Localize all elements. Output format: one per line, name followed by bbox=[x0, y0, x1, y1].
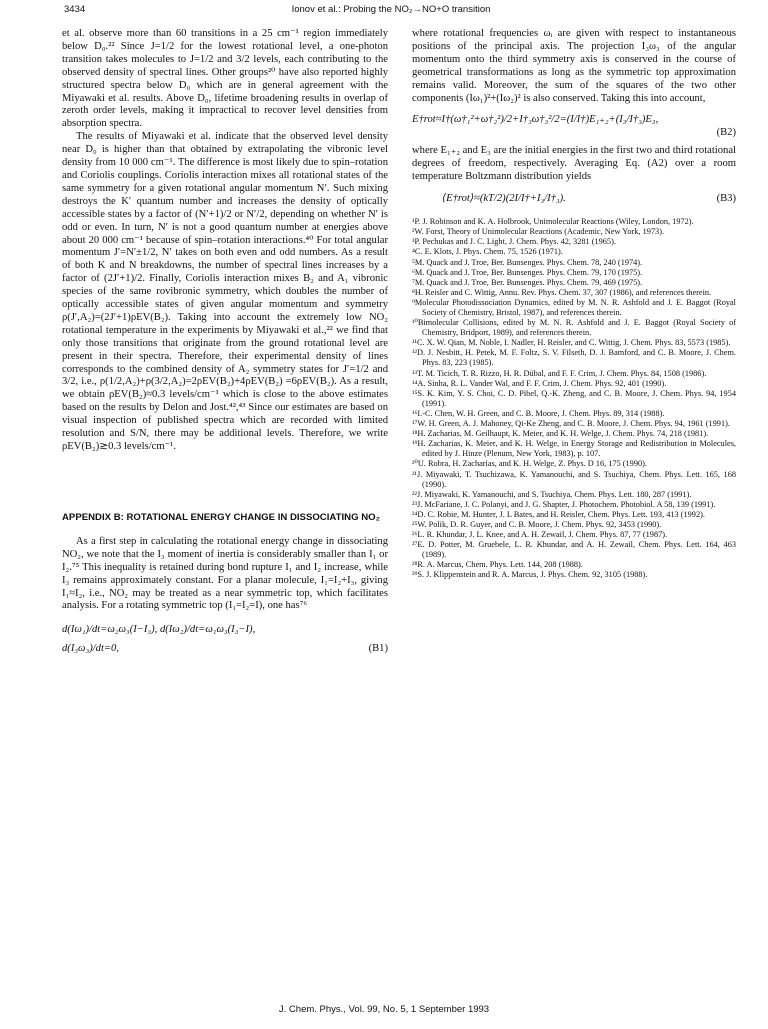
reference-item: ¹⁹H. Zacharias, K. Meier, and K. H. Welge, in Energy Storage and Redistribution in Molecules, edited by J. Hinze (Plenum, New York, 1983), p. 107. bbox=[412, 439, 736, 459]
reference-item: ²⁹S. J. Klippenstein and R. A. Marcus, J. Phys. Chem. 92, 3105 (1988). bbox=[412, 570, 648, 580]
reference-item: ¹P. J. Robinson and K. A. Holbrook, Unimolecular Reactions (Wiley, London, 1972). bbox=[412, 217, 694, 227]
equation-b3 bbox=[412, 192, 736, 205]
page-footer: J. Chem. Phys., Vol. 99, No. 5, 1 September 1993 bbox=[278, 1004, 490, 1015]
reference-item: ¹⁰Bimolecular Collisions, edited by M. N. R. Ashfold and J. E. Baggot (Royal Society of Chemistry, Bridport, 1989), and references therein. bbox=[412, 318, 736, 338]
reference-item: ¹⁵S. K. Kim, Y. S. Choi, C. D. Pibel, Q.-K. Zheng, and C. B. Moore, J. Chem. Phys. 94, 1954 (1991). bbox=[412, 388, 736, 408]
reference-item: ²⁷E. D. Potter, M. Gruebele, L. R. Khundar, and A. H. Zewail, Chem. Phys. Lett. 164, 463 (1989). bbox=[412, 540, 736, 560]
paragraph: where rotational frequencies ωᵢ are given with respect to instantaneous positions of the principal axis. The projection I₃ω₃ of the angular momentum onto the third symmetry axis is conserved in the course of geometrical transformations as long as the symmetric top approximation remains valid. Moreover, the sum of the squares of the two other components (Iω₁)²+(Iω₂)² is also conserved. Taking this into account, bbox=[412, 28, 736, 104]
equation-b1-line2: d(I₃ω₃)/dt=0, bbox=[62, 643, 120, 655]
appendix-heading: APPENDIX B: ROTATIONAL ENERGY CHANGE IN DISSOCIATING NO₂ bbox=[62, 511, 380, 523]
equation-number: (B1) bbox=[368, 643, 388, 655]
reference-item: ²W. Forst, Theory of Unimolecular Reactions (Academic, New York, 1973). bbox=[412, 227, 665, 237]
equation-number: (B3) bbox=[716, 193, 736, 205]
reference-item: ⁹Molecular Photodissociation Dynamics, edited by M. N. R. Ashfold and J. E. Baggot (Royal Society of Chemistry, Bristol, 1987), and references therein. bbox=[412, 297, 736, 317]
reference-item: ¹²D. J. Nesbitt, H. Petek, M. F. Foltz, S. V. Filseth, D. J. Bamford, and C. B. Moore, J. Chem. Phys. 83, 223 (1985). bbox=[412, 348, 736, 368]
reference-item: ²⁵W. Polik, D. R. Guyer, and C. B. Moore, J. Chem. Phys. 92, 3453 (1990). bbox=[412, 519, 662, 529]
reference-item: ¹⁸H. Zacharias, M. Geilhaupt, K. Meier, and K. H. Welge, J. Chem. Phys. 74, 218 (1981). bbox=[412, 429, 709, 439]
reference-item: ³P. Pechukas and J. C. Light, J. Chem. Phys. 42, 3281 (1965). bbox=[412, 237, 616, 247]
page-number: 3434 bbox=[64, 4, 86, 15]
reference-list bbox=[412, 217, 736, 580]
reference-item: ²⁶L. R. Khundar, J. L. Knee, and A. H. Zewail, J. Chem. Phys. 87, 77 (1987). bbox=[412, 530, 668, 540]
equation-b2-text: E†rot≈I†(ω†₁²+ω†₂²)/2+I†₃ω†₃²/2=(I/I†)E₁₊₂+(I₃/I†₃)E₃, bbox=[412, 114, 659, 126]
reference-item: ²⁴D. C. Robie, M. Hunter, J. L Bates, and H. Reisler, Chem. Phys. Lett. 193, 413 (1992). bbox=[412, 509, 705, 519]
paragraph: The results of Miyawaki et al. indicate that the observed level density near D₀ is higher than that obtained by extrapolating the vibronic level density from 10 000 cm⁻¹. The difference is most likely due to spin–rotation and Coriolis couplings. Coriolis interaction mixes all rotational states of the same symmetry for a given rotational angular momentum N′. Such mixing destroys the K′ quantum number and increases the density of optically accessible states by a factor of (N′+1)/2 or N′/2, depending on whether N′ is odd or even. In turn, N′ is not a good quantum number at energies above about 20 000 cm⁻¹ because of spin–rotation interactions.⁴⁰ For total angular momentum J′=N′±1/2, N′ takes on both even and odd numbers. As a result of both K and N breakdowns, the number of spectral lines increases by a factor of (2J′+1)/2. Finally, Coriolis interaction mixes B₂ and A₁ vibronic species of the same rovibronic symmetry, which doubles the number of optically accessible states of given angular momentum and symmetry ρ(J′,A₂)=(2J′+1)ρEV(B₂). Taking into account the extremely low NO₂ rotational temperature in the experiments by Miyawaki et al.,²² we find that only those transitions that originate from the ground rotational level are present in their spectra. Therefore, their experimental density of lines corresponds to the combined density of A₂ symmetry states for J′=1/2 and 3/2, i.e., ρ(1/2,A₂)+ρ(3/2,A₂)=2ρEV(B₂)+4ρEV(B₂) =6ρEV(B₂). As a result, we obtain ρEV(B₂)≈0.3 levels/cm⁻¹ which is close to the above estimates based on the results by Delon and Jost.⁴²,⁴³ Since our estimates are based on visual inspection of published spectra which are recorded with limited resolution and S/N, there may be additional levels. Therefore, we write ρEV(B₂)≳0.3 levels/cm⁻¹. bbox=[62, 131, 388, 452]
reference-item: ⁴C. E. Klots, J. Phys. Chem. 75, 1526 (1971). bbox=[412, 247, 563, 257]
equation-b2 bbox=[412, 113, 736, 139]
appendix-paragraph: As a first step in calculating the rotational energy change in dissociating NO₂, we note that the I₃ moment of inertia is considerably smaller than I₁ or I₂.⁷⁵ This inequality is retained during bond rupture I₁ and I₂ increase, while I₃ remains approximately constant. For a planar molecule, I₁=I₂+I₃, giving I₁≈I₂, i.e., NO₂ may be treated as a near symmetric top, which facilitates analysis. For a rotating symmetric top (I₁=I₂=I), one has⁷⁶ bbox=[62, 535, 388, 612]
equation-b1 bbox=[62, 623, 388, 655]
equation-b3-text: ⟨E†rot⟩≈(kT/2)(2I/I†+I₃/I†₃). bbox=[442, 193, 566, 205]
reference-item: ¹⁶I.-C. Chen, W. H. Green, and C. B. Moore, J. Chem. Phys. 89, 314 (1988). bbox=[412, 408, 665, 418]
reference-item: ²²J. Miyawaki, K. Yamanouchi, and S. Tsuchiya, Chem. Phys. Lett. 180, 287 (1991). bbox=[412, 489, 692, 499]
right-column bbox=[412, 28, 736, 581]
reference-item: ⁸H. Reisler and C. Wittig, Annu. Rev. Phys. Chem. 37, 307 (1986), and references therein. bbox=[412, 287, 712, 297]
page-header bbox=[64, 4, 718, 18]
reference-item: ¹⁷W. H. Green, A. J. Mahoney, Qi-Ke Zheng, and C. B. Moore, J. Chem. Phys. 94, 1961 (1991). bbox=[412, 419, 730, 429]
reference-item: ²³J. McFariane, J. C. Polanyi, and J. G. Shapter, J. Photochem. Photobiol. A 58, 139 (1991). bbox=[412, 499, 716, 509]
reference-item: ¹⁴A. Sinha, R. L. Vander Wal, and F. F. Crim, J. Chem. Phys. 92, 401 (1990). bbox=[412, 378, 667, 388]
equation-number: (B2) bbox=[716, 127, 736, 139]
reference-item: ¹¹C. X. W. Qian, M. Noble, I. Nadler, H. Reisler, and C. Wittig, J. Chem. Phys. 83, 5573 (1985). bbox=[412, 338, 731, 348]
paragraph: where E₁₊₂ and E₃ are the initial energies in the first two and third rotational degrees of freedom, respectively. Averaging Eq. (A2) over a room temperature Boltzmann distribution yields bbox=[412, 145, 736, 183]
reference-item: ⁵M. Quack and J. Troe, Ber. Bunsenges. Phys. Chem. 78, 240 (1974). bbox=[412, 257, 643, 267]
reference-item: ²⁸R. A. Marcus, Chem. Phys. Lett. 144, 208 (1988). bbox=[412, 560, 583, 570]
reference-item: ²¹J. Miyawaki, T. Tsuchizawa, K. Yamanouchi, and S. Tsuchiya, Chem. Phys. Lett. 165, 168 (1990). bbox=[412, 469, 736, 489]
reference-item: ⁷M. Quack and J. Troe, Ber. Bunsenges. Phys. Chem. 79, 469 (1975). bbox=[412, 277, 643, 287]
reference-item: ²⁰U. Robra, H. Zacharias, and K. H. Welge, Z. Phys. D 16, 175 (1990). bbox=[412, 459, 647, 469]
equation-b1-line1: d(Iω₁)/dt=ω₂ω₃(I−I₃), d(Iω₂)/dt=ω₁ω₃(I₃−I), bbox=[62, 624, 256, 636]
left-column bbox=[62, 28, 388, 661]
reference-item: ⁶M. Quack and J. Troe, Ber. Bunsenges. Phys. Chem. 79, 170 (1975). bbox=[412, 267, 643, 277]
running-title: Ionov et al.: Probing the NO₂→NO+O transition bbox=[291, 4, 491, 15]
reference-item: ¹³T. M. Ticich, T. R. Rizzo, H. R. Dübal, and F. F. Crim, J. Chem. Phys. 84, 1508 (1986). bbox=[412, 368, 707, 378]
paragraph: et al. observe more than 60 transitions in a 25 cm⁻¹ region immediately below D₀.²² Since J=1/2 for the lowest rotational level, a one-photon transition takes molecules to J=1/2 and 3/2 levels, each contributing to the observed density of spectral lines. Other groups²⁰ have also reported highly structured spectra below D₀ which are in general agreement with the Miyawaki et al. results. Above D₀, lifetime broadening results in overlap of zeroth order levels, making it impractical to recover level densities from absorption spectra. bbox=[62, 28, 388, 130]
